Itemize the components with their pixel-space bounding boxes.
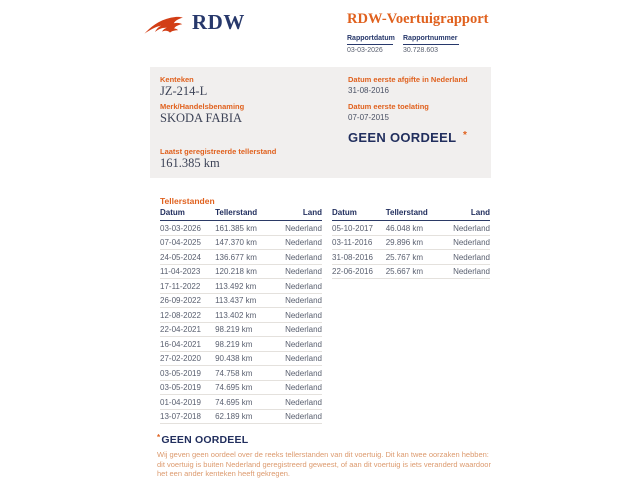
odometer-row bbox=[160, 250, 322, 265]
rdw-logo bbox=[143, 12, 245, 40]
odometer-row bbox=[160, 308, 322, 323]
date-cell: 17-11-2022 bbox=[160, 279, 215, 294]
date-cell: 12-08-2022 bbox=[160, 308, 215, 323]
odometer-row bbox=[160, 293, 322, 308]
afgifte-value: 31-08-2016 bbox=[348, 86, 389, 95]
odometer-row bbox=[160, 366, 322, 381]
odometer-row bbox=[332, 264, 490, 279]
vehicle-summary-panel bbox=[150, 67, 491, 178]
footnote-title-text: GEEN OORDEEL bbox=[161, 434, 249, 446]
odometer-row bbox=[160, 264, 322, 279]
table-header-row bbox=[160, 207, 322, 221]
country-cell: Nederland bbox=[277, 380, 322, 395]
odometer-row bbox=[160, 322, 322, 337]
report-number-label: Rapportnummer bbox=[403, 35, 459, 45]
country-cell: Nederland bbox=[446, 264, 490, 279]
country-cell: Nederland bbox=[277, 293, 322, 308]
date-cell: 13-07-2018 bbox=[160, 409, 215, 424]
country-cell: Nederland bbox=[277, 337, 322, 352]
odometer-row bbox=[160, 235, 322, 250]
kenteken-value: JZ-214-L bbox=[160, 84, 208, 98]
footnote-title bbox=[157, 433, 497, 446]
odometer-cell: 147.370 km bbox=[215, 235, 277, 250]
merk-label: Merk/Handelsbenaming bbox=[160, 102, 245, 111]
oordeel-asterisk: * bbox=[463, 130, 467, 141]
odometer-cell: 74.758 km bbox=[215, 366, 277, 381]
report-number-value: 30.728.603 bbox=[403, 46, 439, 54]
odometer-row bbox=[160, 337, 322, 352]
date-cell: 27-02-2020 bbox=[160, 351, 215, 366]
table-header-row bbox=[332, 207, 490, 221]
country-cell: Nederland bbox=[277, 250, 322, 265]
odometer-row bbox=[160, 279, 322, 294]
toelating-value: 07-07-2015 bbox=[348, 113, 389, 122]
odometer-cell: 98.219 km bbox=[215, 322, 277, 337]
odometer-cell: 136.677 km bbox=[215, 250, 277, 265]
odometer-table-left bbox=[160, 207, 322, 424]
column-header-tellerstand: Tellerstand bbox=[386, 207, 446, 221]
laatste-tellerstand-label: Laatst geregistreerde tellerstand bbox=[160, 147, 277, 156]
odometer-cell: 29.896 km bbox=[386, 235, 446, 250]
country-cell: Nederland bbox=[277, 235, 322, 250]
odometer-cell: 90.438 km bbox=[215, 351, 277, 366]
kenteken-label: Kenteken bbox=[160, 75, 194, 84]
date-cell: 03-11-2016 bbox=[332, 235, 386, 250]
date-cell: 22-04-2021 bbox=[160, 322, 215, 337]
column-header-land: Land bbox=[277, 207, 322, 221]
odometer-cell: 25.767 km bbox=[386, 250, 446, 265]
odometer-row bbox=[160, 221, 322, 236]
merk-value: SKODA FABIA bbox=[160, 111, 243, 125]
odometer-cell: 120.218 km bbox=[215, 264, 277, 279]
odometer-cell: 98.219 km bbox=[215, 337, 277, 352]
country-cell: Nederland bbox=[277, 366, 322, 381]
date-cell: 31-08-2016 bbox=[332, 250, 386, 265]
rdw-logo-text: RDW bbox=[192, 10, 245, 34]
oordeel-status: GEEN OORDEEL bbox=[348, 130, 457, 145]
column-header-tellerstand: Tellerstand bbox=[215, 207, 277, 221]
footnote-asterisk: * bbox=[157, 433, 161, 442]
report-number-block bbox=[403, 35, 459, 54]
odometer-table-right bbox=[332, 207, 490, 279]
column-header-datum: Datum bbox=[160, 207, 215, 221]
odometer-rows-right bbox=[332, 221, 490, 279]
rdw-bird-icon bbox=[143, 12, 185, 40]
laatste-tellerstand-value: 161.385 km bbox=[160, 156, 220, 170]
odometer-cell: 25.667 km bbox=[386, 264, 446, 279]
date-cell: 03-05-2019 bbox=[160, 366, 215, 381]
country-cell: Nederland bbox=[277, 279, 322, 294]
odometer-rows-left bbox=[160, 221, 322, 424]
country-cell: Nederland bbox=[277, 351, 322, 366]
date-cell: 03-05-2019 bbox=[160, 380, 215, 395]
tellerstanden-section-title: Tellerstanden bbox=[160, 196, 215, 206]
date-cell: 03-03-2026 bbox=[160, 221, 215, 236]
report-date-value: 03-03-2026 bbox=[347, 46, 383, 54]
odometer-cell: 113.402 km bbox=[215, 308, 277, 323]
date-cell: 22-06-2016 bbox=[332, 264, 386, 279]
afgifte-label: Datum eerste afgifte in Nederland bbox=[348, 75, 468, 84]
report-title: RDW-Voertuigrapport bbox=[347, 11, 489, 27]
odometer-cell: 62.189 km bbox=[215, 409, 277, 424]
country-cell: Nederland bbox=[277, 264, 322, 279]
country-cell: Nederland bbox=[277, 409, 322, 424]
country-cell: Nederland bbox=[446, 250, 490, 265]
footnote-text: Wij geven geen oordeel over de reeks tellerstanden van dit voertuig. Dit kan twee oorzaken hebben: dit voertuig is buiten Nederland geregistreerd geweest, of aan dit voertuig is iets veranderd waardoor het een ander kenteken heeft gekregen. bbox=[157, 450, 491, 478]
country-cell: Nederland bbox=[446, 235, 490, 250]
odometer-row bbox=[332, 235, 490, 250]
date-cell: 01-04-2019 bbox=[160, 395, 215, 410]
country-cell: Nederland bbox=[277, 308, 322, 323]
date-cell: 05-10-2017 bbox=[332, 221, 386, 236]
report-meta bbox=[347, 35, 493, 54]
date-cell: 26-09-2022 bbox=[160, 293, 215, 308]
date-cell: 07-04-2025 bbox=[160, 235, 215, 250]
odometer-cell: 161.385 km bbox=[215, 221, 277, 236]
toelating-label: Datum eerste toelating bbox=[348, 102, 429, 111]
column-header-land: Land bbox=[446, 207, 490, 221]
odometer-row bbox=[160, 409, 322, 424]
country-cell: Nederland bbox=[446, 221, 490, 236]
odometer-cell: 46.048 km bbox=[386, 221, 446, 236]
odometer-cell: 74.695 km bbox=[215, 395, 277, 410]
report-date-label: Rapportdatum bbox=[347, 35, 393, 45]
odometer-row bbox=[160, 380, 322, 395]
date-cell: 11-04-2023 bbox=[160, 264, 215, 279]
date-cell: 16-04-2021 bbox=[160, 337, 215, 352]
footnote bbox=[157, 433, 497, 479]
date-cell: 24-05-2024 bbox=[160, 250, 215, 265]
odometer-row bbox=[332, 221, 490, 236]
odometer-cell: 113.492 km bbox=[215, 279, 277, 294]
report-header bbox=[347, 11, 493, 54]
odometer-row bbox=[160, 395, 322, 410]
report-date-block bbox=[347, 35, 393, 54]
odometer-row bbox=[160, 351, 322, 366]
odometer-row bbox=[332, 250, 490, 265]
odometer-cell: 74.695 km bbox=[215, 380, 277, 395]
country-cell: Nederland bbox=[277, 221, 322, 236]
column-header-datum: Datum bbox=[332, 207, 386, 221]
country-cell: Nederland bbox=[277, 322, 322, 337]
country-cell: Nederland bbox=[277, 395, 322, 410]
odometer-cell: 113.437 km bbox=[215, 293, 277, 308]
